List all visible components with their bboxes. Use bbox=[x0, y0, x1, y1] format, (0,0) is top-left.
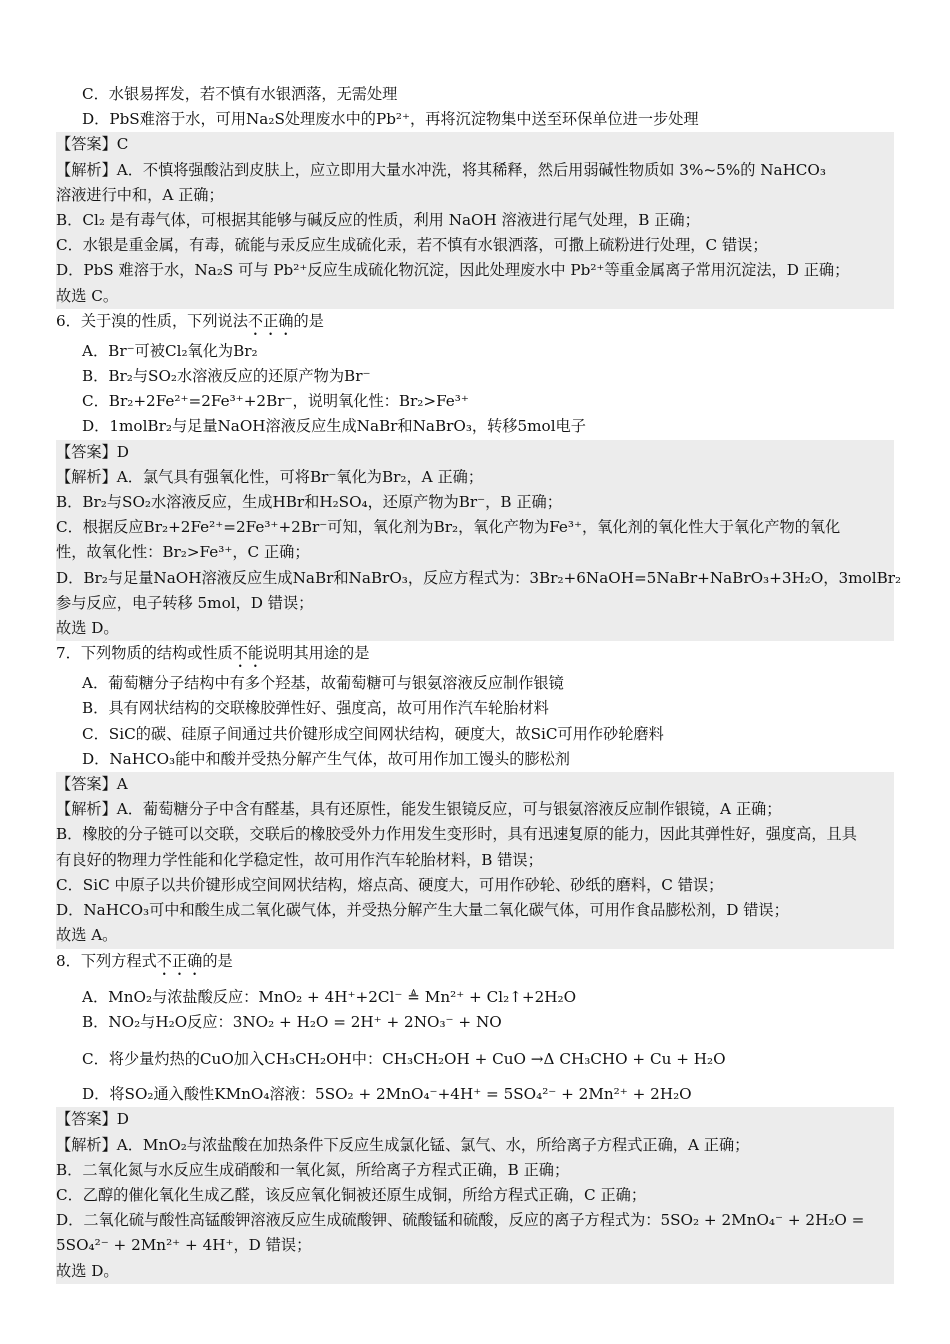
q8-analysis-line: D．二氧化硫与酸性高锰酸钾溶液反应生成硫酸钾、硫酸锰和硫酸，反应的离子方程式为：5SO₂ + 2MnO₄⁻ + 2H₂O = bbox=[56, 1211, 865, 1230]
q7-stem-post: 说明其用途的是 bbox=[263, 644, 370, 663]
q6-stem-post: 的是 bbox=[293, 311, 324, 330]
q6-analysis-line: 故选 D。 bbox=[56, 619, 119, 638]
q8-analysis-line: B．二氧化氮与水反应生成硝酸和一氧化氮，所给离子方程式正确，B 正确； bbox=[56, 1160, 570, 1179]
q7-stem bbox=[56, 641, 894, 671]
q5-option-d: D．PbS难溶于水，可用Na₂S处理废水中的Pb²⁺，再将沉淀物集中送至环保单位进一步处理 bbox=[82, 110, 699, 129]
q5-analysis-line: D．PbS 难溶于水，Na₂S 可与 Pb²⁺反应生成硫化物沉淀，因此处理废水中 Pb²⁺等重金属离子常用沉淀法，D 正确； bbox=[56, 261, 850, 280]
q6-analysis-line: C．根据反应Br₂+2Fe²⁺=2Fe³⁺+2Br⁻可知，氧化剂为Br₂，氧化产物为Fe³⁺，氧化剂的氧化性大于氧化产物的氧化 bbox=[56, 518, 841, 537]
q6-analysis-line: 【解析】A．氯气具有强氧化性，可将Br⁻氧化为Br₂，A 正确； bbox=[56, 467, 484, 486]
q7-option-c: C．SiC的碳、硅原子间通过共价键形成空间网状结构，硬度大，故SiC可用作砂轮磨料 bbox=[82, 724, 664, 743]
q7-option-d: D．NaHCO₃能中和酸并受热分解产生气体，故可用作加工馒头的膨松剂 bbox=[82, 749, 570, 768]
q7-answer: 【答案】A bbox=[56, 775, 128, 794]
q6-stem-emphasis: 不正确 bbox=[247, 311, 294, 330]
q8-option-a: A．MnO₂与浓盐酸反应：MnO₂ + 4H⁺+2Cl⁻ ≜ Mn²⁺ + Cl₂↑+2H₂O bbox=[82, 987, 577, 1006]
q7-analysis-line: 故选 A。 bbox=[56, 926, 118, 945]
q6-option-c: C．Br₂+2Fe²⁺=2Fe³⁺+2Br⁻，说明氧化性：Br₂>Fe³⁺ bbox=[82, 392, 469, 411]
q7-stem-emphasis: 不能 bbox=[232, 644, 264, 663]
q6-stem bbox=[56, 309, 894, 339]
q6-analysis-line: D．Br₂与足量NaOH溶液反应生成NaBr和NaBrO₃，反应方程式为：3Br₂+6NaOH=5NaBr+NaBrO₃+3H₂O，3molBr₂ bbox=[56, 568, 902, 587]
q7-stem-pre: 7．下列物质的结构或性质 bbox=[56, 644, 233, 663]
q8-answer: 【答案】D bbox=[56, 1110, 129, 1129]
q6-option-b: B．Br₂与SO₂水溶液反应的还原产物为Br⁻ bbox=[82, 367, 371, 386]
q8-option-c: C．将少量灼热的CuO加入CH₃CH₂OH中：CH₃CH₂OH + CuO →Δ CH₃CHO + Cu + H₂O bbox=[82, 1049, 726, 1068]
q6-analysis-line: 参与反应，电子转移 5mol，D 错误； bbox=[56, 593, 314, 612]
q5-analysis-line: 溶液进行中和，A 正确； bbox=[56, 185, 224, 204]
q8-analysis-line: C．乙醇的催化氧化生成乙醛，该反应氧化铜被还原生成铜，所给方程式正确，C 正确； bbox=[56, 1185, 647, 1204]
q7-answer-block bbox=[56, 772, 894, 948]
q7-analysis-line: C．SiC 中原子以共价键形成空间网状结构，熔点高、硬度大，可用作砂轮、砂纸的磨料，C 错误； bbox=[56, 875, 724, 894]
q7-option-a: A．葡萄糖分子结构中有多个羟基，故葡萄糖可与银氨溶液反应制作银镜 bbox=[82, 674, 564, 693]
q8-analysis-line: 【解析】A．MnO₂与浓盐酸在加热条件下反应生成氯化锰、氯气、水，所给离子方程式正确，A 正确； bbox=[56, 1135, 750, 1154]
q5-analysis-line: 故选 C。 bbox=[56, 286, 119, 305]
q7-analysis-line: D．NaHCO₃可中和酸生成二氧化碳气体，并受热分解产生大量二氧化碳气体，可用作食品膨松剂，D 错误； bbox=[56, 901, 789, 920]
q8-answer-block bbox=[56, 1107, 894, 1283]
q6-analysis-line: B．Br₂与SO₂水溶液反应，生成HBr和H₂SO₄，还原产物为Br⁻，B 正确； bbox=[56, 493, 562, 512]
q8-option-d: D．将SO₂通入酸性KMnO₄溶液：5SO₂ + 2MnO₄⁻+4H⁺ = 5SO₄²⁻ + 2Mn²⁺ + 2H₂O bbox=[82, 1085, 692, 1104]
q7-analysis-line: 【解析】A．葡萄糖分子中含有醛基，具有还原性，能发生银镜反应，可与银氨溶液反应制作银镜，A 正确； bbox=[56, 800, 782, 819]
q7-analysis-line: 有良好的物理力学性能和化学稳定性，故可用作汽车轮胎材料，B 错误； bbox=[56, 850, 543, 869]
q5-answer: 【答案】C bbox=[56, 135, 129, 154]
q8-stem-post: 的是 bbox=[202, 951, 233, 970]
q7-analysis-line: B．橡胶的分子链可以交联，交联后的橡胶受外力作用发生变形时，具有迅速复原的能力，因此其弹性好，强度高，且具 bbox=[56, 825, 857, 844]
q5-analysis-line: 【解析】A．不慎将强酸沾到皮肤上，应立即用大量水冲洗，将其稀释，然后用弱碱性物质如 3%~5%的 NaHCO₃ bbox=[56, 160, 826, 179]
q8-option-b: B．NO₂与H₂O反应：3NO₂ + H₂O = 2H⁺ + 2NO₃⁻ + NO bbox=[82, 1012, 502, 1031]
q8-stem bbox=[56, 949, 894, 979]
q6-stem-pre: 6．关于溴的性质，下列说法 bbox=[56, 311, 248, 330]
q5-option-c: C．水银易挥发，若不慎有水银洒落，无需处理 bbox=[82, 85, 398, 103]
q8-stem-emphasis: 不正确 bbox=[156, 951, 203, 970]
q6-analysis-line: 性，故氧化性：Br₂>Fe³⁺，C 正确； bbox=[56, 543, 310, 562]
q6-answer: 【答案】D bbox=[56, 442, 129, 461]
q7-option-b: B．具有网状结构的交联橡胶弹性好、强度高，故可用作汽车轮胎材料 bbox=[82, 699, 549, 718]
q5-answer-block bbox=[56, 132, 894, 308]
q8-analysis-line: 5SO₄²⁻ + 2Mn²⁺ + 4H⁺，D 错误； bbox=[56, 1236, 312, 1255]
q8-analysis-line: 故选 D。 bbox=[56, 1261, 119, 1280]
exam-page bbox=[56, 82, 902, 1284]
q6-option-a: A．Br⁻可被Cl₂氧化为Br₂ bbox=[82, 341, 258, 360]
q5-analysis-line: B．Cl₂ 是有毒气体，可根据其能够与碱反应的性质，利用 NaOH 溶液进行尾气处理，B 正确； bbox=[56, 211, 700, 230]
q6-option-d: D．1molBr₂与足量NaOH溶液反应生成NaBr和NaBrO₃，转移5mol电子 bbox=[82, 417, 586, 436]
q5-analysis-line: C．水银是重金属，有毒，硫能与汞反应生成硫化汞，若不慎有水银洒落，可撒上硫粉进行处理，C 错误； bbox=[56, 236, 768, 255]
q8-stem-pre: 8．下列方程式 bbox=[56, 951, 157, 970]
q6-answer-block bbox=[56, 440, 902, 642]
